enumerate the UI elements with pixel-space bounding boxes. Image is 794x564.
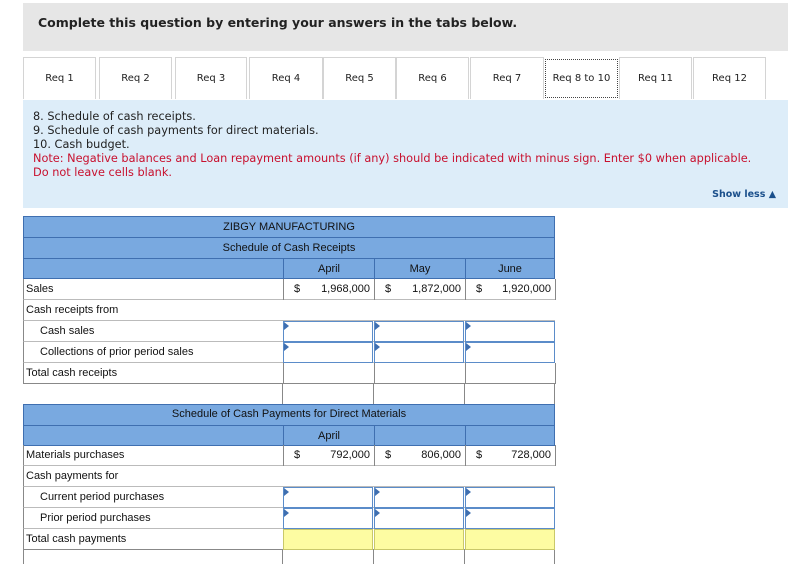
cash-sales-june-input[interactable] [465,321,555,342]
sales-april: $ 1,968,000 [294,283,370,295]
collections-june-input[interactable] [465,342,555,363]
instructions-panel [23,100,788,208]
sales-may: $ 1,872,000 [385,283,461,295]
purchases-may: $ 806,000 [385,449,461,461]
total-payments-june [465,529,555,550]
purchases-april: $ 792,000 [294,449,370,461]
prior-purchases-june-input[interactable] [465,508,555,529]
cash-sales-april-input[interactable] [283,321,373,342]
sales-row [23,279,555,300]
purchases-june: $ 728,000 [476,449,551,461]
total-receipts-april [283,363,373,384]
instruction-line-3: 10. Cash budget. [33,138,130,151]
tab-req-12[interactable]: Req 12 [693,57,766,99]
instruction-line-1: 8. Schedule of cash receipts. [33,110,196,123]
payments-for-row [23,466,555,487]
collections-april-input[interactable] [283,342,373,363]
total-receipts-june [465,363,554,384]
instruction-note-1: Note: Negative balances and Loan repayment amounts (if any) should be indicated with minus sign. Enter $0 when applicable. [33,152,752,165]
payments-header [23,404,555,446]
materials-purchases-label: Materials purchases [26,449,125,461]
instruction-note-2: Do not leave cells blank. [33,166,172,179]
receipts-header [23,216,555,279]
current-purchases-april-input[interactable] [283,487,373,508]
materials-purchases-row [23,445,555,466]
prior-purchases-may-input[interactable] [374,508,464,529]
show-less-toggle[interactable] [712,189,776,200]
receipts-title: Schedule of Cash Receipts [222,242,356,254]
total-receipts-label: Total cash receipts [26,367,118,379]
tab-req-11[interactable]: Req 11 [619,57,692,99]
tab-req-5[interactable]: Req 5 [323,57,396,99]
worksheet [23,216,555,564]
instruction-line-2: 9. Schedule of cash payments for direct materials. [33,124,319,137]
total-payments-april [283,529,373,550]
total-payments-may [374,529,464,550]
month-header-may: May [409,263,431,275]
triangle-up-icon: ▲ [768,189,776,200]
current-purchases-june-input[interactable] [465,487,555,508]
total-payments-label: Total cash payments [26,533,127,545]
payments-month-april: April [317,430,340,442]
total-receipts-may [374,363,464,384]
receipts-from-label: Cash receipts from [26,304,119,316]
tab-req-4[interactable]: Req 4 [249,57,323,99]
month-header-june: June [498,263,522,275]
cash-sales-may-input[interactable] [374,321,464,342]
sales-label: Sales [26,283,54,295]
tab-req-6[interactable]: Req 6 [396,57,469,99]
company-name: ZIBGY MANUFACTURING [223,221,355,233]
sales-june: $ 1,920,000 [476,283,551,295]
cash-sales-label: Cash sales [40,325,95,337]
collections-label: Collections of prior period sales [40,346,194,358]
month-header-april: April [317,263,340,275]
current-purchases-may-input[interactable] [374,487,464,508]
payments-for-label: Cash payments for [26,470,119,482]
receipts-from-row [23,300,555,321]
question-banner [23,3,788,51]
tab-req-2[interactable]: Req 2 [99,57,172,99]
prior-purchases-label: Prior period purchases [40,512,151,524]
current-purchases-label: Current period purchases [40,491,165,503]
banner-title: Complete this question by entering your answers in the tabs below. [38,15,518,30]
show-less-label: Show less [712,189,766,200]
tab-req-8-to-10[interactable]: Req 8 to 10 [545,59,618,98]
tab-req-3[interactable]: Req 3 [175,57,247,99]
tab-req-7[interactable]: Req 7 [470,57,544,99]
prior-purchases-april-input[interactable] [283,508,373,529]
payments-title: Schedule of Cash Payments for Direct Materials [171,408,407,420]
collections-may-input[interactable] [374,342,464,363]
requirement-tabs [23,57,793,101]
tab-req-1[interactable]: Req 1 [23,57,96,99]
